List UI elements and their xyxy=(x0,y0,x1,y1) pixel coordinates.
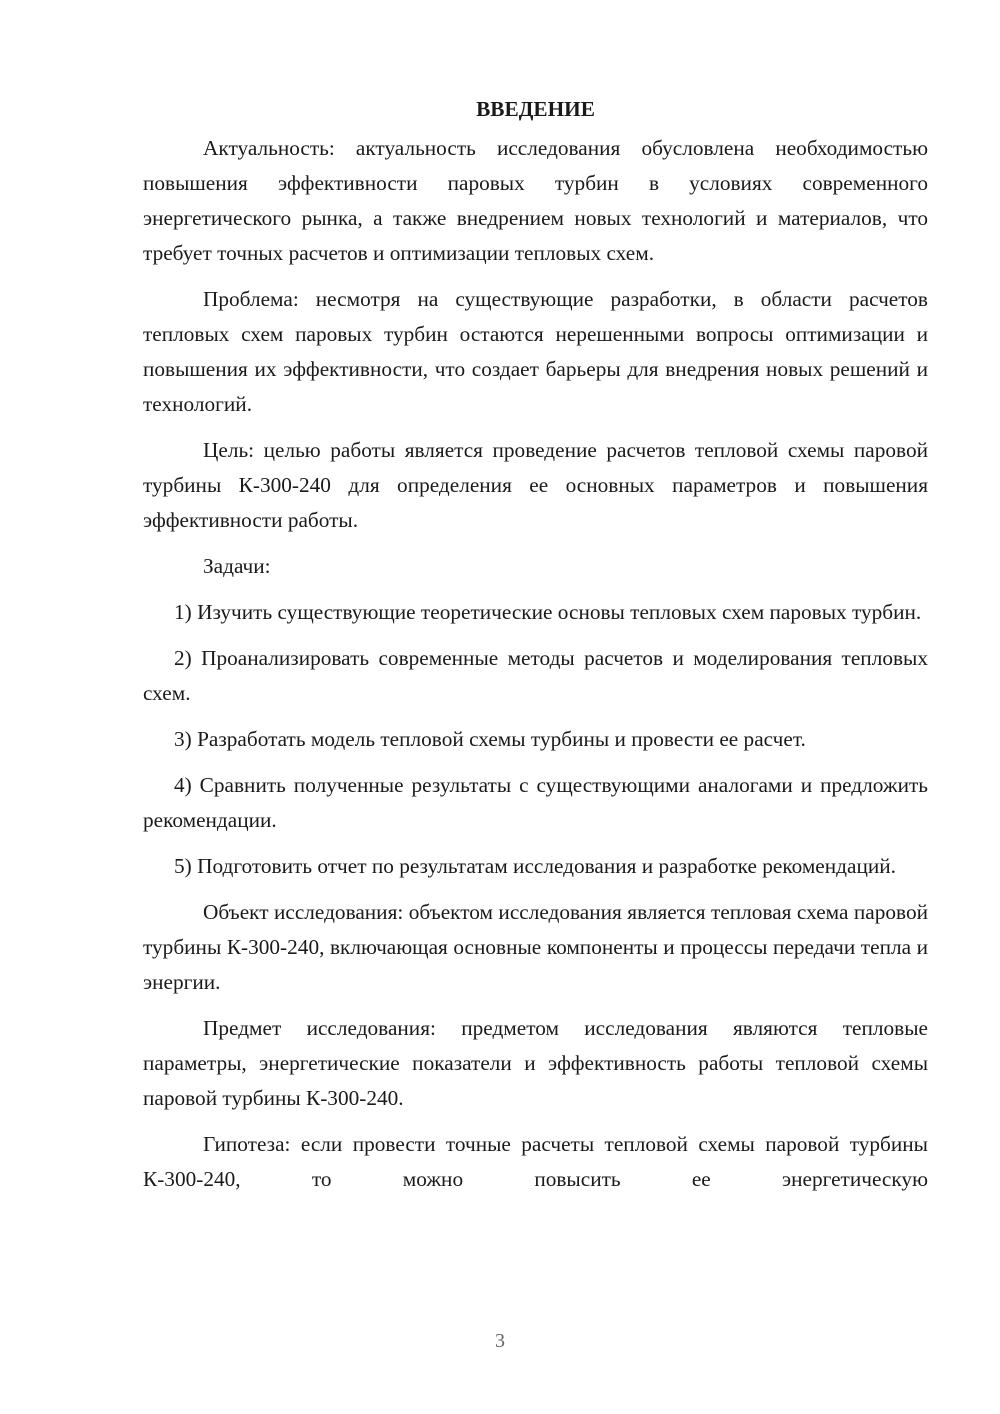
paragraph-relevance: Актуальность: актуальность исследования обусловлена необходимостью повышения эффективности паровых турбин в условиях современного энергетического рынка, а также внедрением новых технологий и материалов, что требует точных расчетов и оптимизации тепловых схем. xyxy=(143,136,928,265)
task-item-2: 2) Проанализировать современные методы расчетов и моделирования тепловых схем. xyxy=(143,646,928,705)
document-page xyxy=(143,92,928,1208)
paragraph-goal: Цель: целью работы является проведение расчетов тепловой схемы паровой турбины К-300-240 для определения ее основных параметров и повышения эффективности работы. xyxy=(143,438,928,532)
task-item-4: 4) Сравнить полученные результаты с существующими аналогами и предложить рекомендации. xyxy=(143,773,928,832)
task-item-5: 5) Подготовить отчет по результатам исследования и разработке рекомендаций. xyxy=(174,854,896,878)
task-item-1: 1) Изучить существующие теоретические основы тепловых схем паровых турбин. xyxy=(174,600,922,624)
task-item-3: 3) Разработать модель тепловой схемы турбины и провести ее расчет. xyxy=(174,727,806,751)
paragraph-subject: Предмет исследования: предметом исследования являются тепловые параметры, энергетические показатели и эффективность работы тепловой схемы паровой турбины К-300-240. xyxy=(143,1016,928,1110)
section-title: ВВЕДЕНИЕ xyxy=(476,97,595,121)
paragraph-object: Объект исследования: объектом исследования является тепловая схема паровой турбины К-300-240, включающая основные компоненты и процессы передачи тепла и энергии. xyxy=(143,900,928,994)
page-number: 3 xyxy=(495,1330,505,1352)
tasks-label: Задачи: xyxy=(203,554,271,578)
paragraph-problem: Проблема: несмотря на существующие разработки, в области расчетов тепловых схем паровых турбин остаются нерешенными вопросы оптимизации и повышения их эффективности, что создает барьеры для внедрения новых решений и технологий. xyxy=(143,287,928,416)
paragraph-hypothesis: Гипотеза: если провести точные расчеты тепловой схемы паровой турбины К-300-240, то можно повысить ее энергетическую xyxy=(143,1132,928,1191)
